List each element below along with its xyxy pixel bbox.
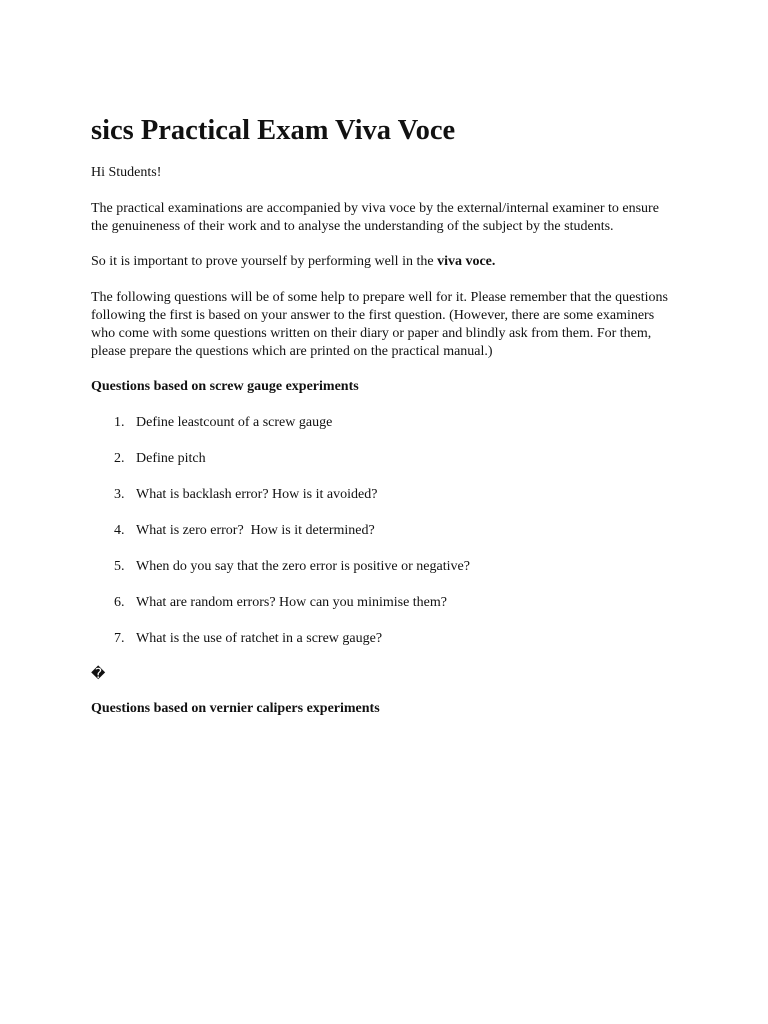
list-item-text: What is zero error? How is it determined? — [136, 522, 375, 538]
list-item — [91, 558, 671, 576]
list-item-text: What are random errors? How can you minimise them? — [136, 594, 448, 610]
screw-gauge-question-list — [91, 414, 671, 647]
list-item-text: What is the use of ratchet in a screw gauge? — [136, 630, 383, 646]
list-item-number: 7. — [114, 630, 125, 646]
list-item — [91, 594, 671, 612]
list-item — [91, 414, 671, 432]
list-item-text: What is backlash error? How is it avoided? — [136, 486, 378, 502]
page-title: sics Practical Exam Viva Voce — [91, 115, 456, 146]
list-item — [91, 486, 671, 504]
list-item-number: 3. — [114, 486, 125, 502]
list-item-number: 2. — [114, 451, 125, 467]
list-item-text: When do you say that the zero error is positive or negative? — [136, 558, 470, 574]
list-item — [91, 522, 671, 540]
list-item-text: Define leastcount of a screw gauge — [136, 415, 333, 431]
section-heading-vernier-calipers: Questions based on vernier calipers experiments — [91, 701, 380, 717]
list-item — [91, 450, 671, 468]
greeting-paragraph: Hi Students! — [91, 165, 162, 180]
list-item-number: 6. — [114, 594, 125, 610]
prove-text: So it is important to prove yourself by performing well in the — [91, 254, 438, 270]
list-item-number: 5. — [114, 558, 125, 574]
list-item-text: Define pitch — [136, 451, 206, 467]
document-page — [91, 112, 671, 718]
intro-paragraph: The practical examinations are accompanied by viva voce by the external/internal examiner to ensure the genuineness of their work and to analyse the understanding of the subject by the students. — [91, 200, 659, 234]
following-paragraph: The following questions will be of some help to prepare well for it. Please remember that the questions following the first is based on your answer to the first question. (However, there are some examiners who come with some questions written on their diary or paper and blindly ask from them. For them, please prepare the questions which are printed on the practical manual.) — [91, 290, 668, 359]
list-item — [91, 630, 671, 648]
section-heading-screw-gauge: Questions based on screw gauge experiments — [91, 379, 359, 395]
list-item-number: 4. — [114, 522, 125, 538]
prove-bold-text: viva voce. — [437, 254, 496, 270]
prove-paragraph — [91, 253, 671, 271]
replacement-character-glyph: � — [91, 666, 106, 683]
list-item-number: 1. — [114, 415, 125, 431]
